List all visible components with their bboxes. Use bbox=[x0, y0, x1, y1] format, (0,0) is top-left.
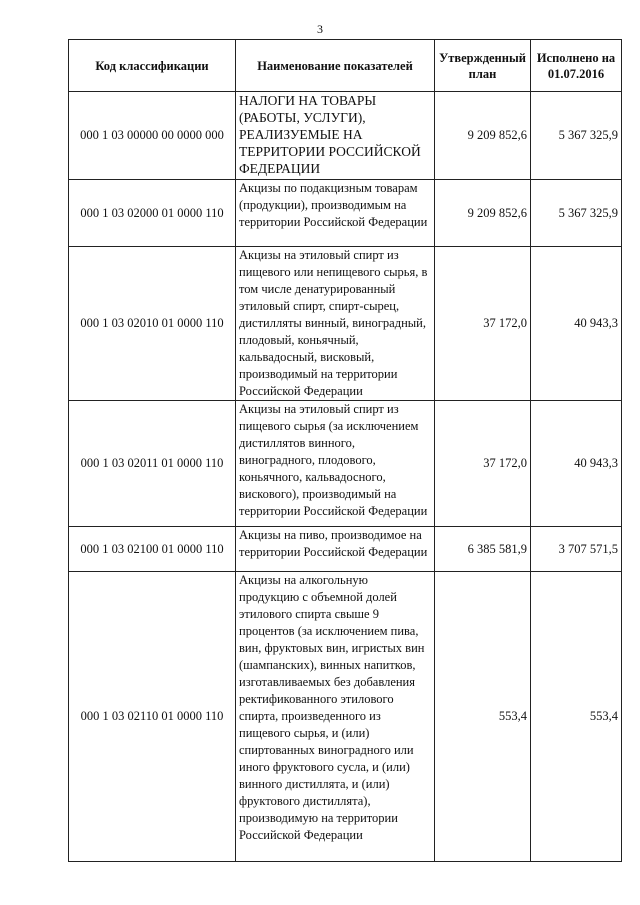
row-executed: 40 943,3 bbox=[531, 401, 622, 527]
row-executed: 5 367 325,9 bbox=[531, 180, 622, 247]
header-plan: Утвержденный план bbox=[435, 40, 531, 92]
row-executed: 5 367 325,9 bbox=[531, 92, 622, 180]
budget-table bbox=[68, 39, 622, 862]
row-code: 000 1 03 02110 01 0000 110 bbox=[69, 572, 236, 862]
row-code: 000 1 03 02000 01 0000 110 bbox=[69, 180, 236, 247]
row-name: Акцизы на алкогольную продукцию с объемной долей этилового спирта свыше 9 процентов (за исключением пива, вин, фруктовых вин, игристых вин (шампанских), винных напитков, изготавливаемых без добавления ректификованного этилового спирта, произведенного из пищевого сырья, и (или) спиртованных виноградного или иного фруктового сусла, и (или) винного дистиллята, и (или) фруктового дистиллята), производимую на территории Российской Федерации bbox=[236, 572, 435, 862]
row-plan: 37 172,0 bbox=[435, 401, 531, 527]
row-code: 000 1 03 02011 01 0000 110 bbox=[69, 401, 236, 527]
header-name: Наименование показателей bbox=[236, 40, 435, 92]
row-plan: 553,4 bbox=[435, 572, 531, 862]
row-plan: 37 172,0 bbox=[435, 247, 531, 401]
row-name: НАЛОГИ НА ТОВАРЫ (РАБОТЫ, УСЛУГИ), РЕАЛИЗУЕМЫЕ НА ТЕРРИТОРИИ РОССИЙСКОЙ ФЕДЕРАЦИИ bbox=[236, 92, 435, 180]
row-name: Акцизы по подакцизным товарам (продукции), производимым на территории Российской Федерации bbox=[236, 180, 435, 247]
table-header-row bbox=[69, 40, 622, 92]
table-row bbox=[69, 247, 622, 401]
row-code: 000 1 03 00000 00 0000 000 bbox=[69, 92, 236, 180]
page-number: 3 bbox=[317, 22, 323, 36]
row-plan: 6 385 581,9 bbox=[435, 527, 531, 572]
table-row bbox=[69, 527, 622, 572]
row-name: Акцизы на пиво, производимое на территории Российской Федерации bbox=[236, 527, 435, 572]
row-code: 000 1 03 02010 01 0000 110 bbox=[69, 247, 236, 401]
table-row bbox=[69, 401, 622, 527]
header-executed: Исполнено на 01.07.2016 bbox=[531, 40, 622, 92]
row-name: Акцизы на этиловый спирт из пищевого или непищевого сырья, в том числе денатурированный этиловый спирт, спирт-сырец, дистилляты винный, виноградный, плодовый, коньячный, кальвадосный, висковый, производимый на территории Российской Федерации bbox=[236, 247, 435, 401]
row-plan: 9 209 852,6 bbox=[435, 92, 531, 180]
header-code: Код классификации bbox=[69, 40, 236, 92]
row-executed: 40 943,3 bbox=[531, 247, 622, 401]
row-executed: 553,4 bbox=[531, 572, 622, 862]
row-plan: 9 209 852,6 bbox=[435, 180, 531, 247]
row-name: Акцизы на этиловый спирт из пищевого сырья (за исключением дистиллятов винного, виноградного, плодового, коньячного, кальвадосного, вискового), производимый на территории Российской Федерации bbox=[236, 401, 435, 527]
table-row bbox=[69, 572, 622, 862]
table-row bbox=[69, 180, 622, 247]
row-code: 000 1 03 02100 01 0000 110 bbox=[69, 527, 236, 572]
table-row bbox=[69, 92, 622, 180]
row-executed: 3 707 571,5 bbox=[531, 527, 622, 572]
